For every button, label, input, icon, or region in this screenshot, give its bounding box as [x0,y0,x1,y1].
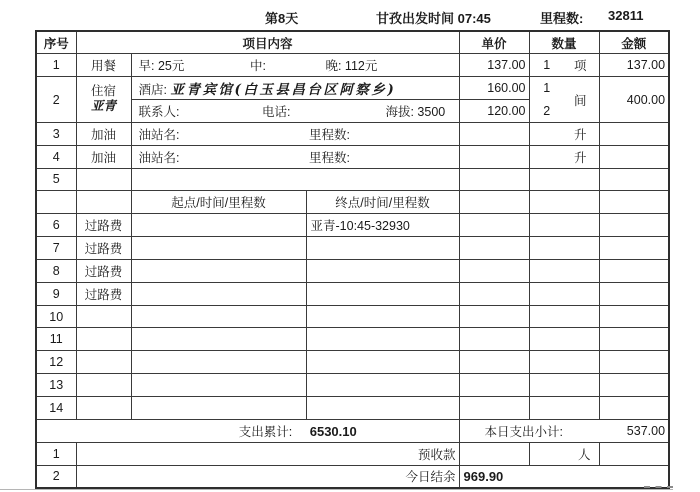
cell-price[interactable] [459,145,529,168]
empty-row [36,305,669,328]
cell-seq[interactable]: 13 [36,374,76,397]
table-header-row [36,31,669,54]
cell-toll-end[interactable] [306,328,459,351]
cell-seq[interactable]: 11 [36,328,76,351]
departure-time: 甘孜出发时间 07:45 [376,11,491,26]
cell-amount[interactable] [599,214,669,237]
contact-label: 联系人: [138,104,180,119]
mileage-value: 32811 [608,8,644,23]
station-label: 油站名: [138,150,180,165]
header-content[interactable]: 项目内容 [76,31,459,54]
phone-label: 电话: [261,104,291,119]
cell-price[interactable] [459,259,529,282]
fuel-mileage-label: 里程数: [308,127,350,142]
cell-toll-end[interactable] [306,259,459,282]
cell-amount[interactable] [599,305,669,328]
cell-price[interactable] [459,214,529,237]
cell-fuel-detail[interactable] [131,145,459,168]
altitude-value: 海拔: 3500 [385,104,446,119]
cell-toll-end[interactable] [306,237,459,260]
cell-unit[interactable]: 项 [564,54,599,77]
cell-price[interactable]: 120.00 [459,100,529,123]
balance-label[interactable]: 今日结余 [76,465,459,488]
cell-qty[interactable] [529,168,599,191]
cell-toll-end[interactable] [306,351,459,374]
cell-toll-start[interactable] [131,237,306,260]
toll-row [36,259,669,282]
cell-price[interactable] [459,397,529,420]
cell-seq[interactable]: 6 [36,214,76,237]
cell-toll-end[interactable]: 亚青-10:45-32930 [306,214,459,237]
cell-price[interactable] [459,328,529,351]
cell-price[interactable]: 160.00 [459,77,529,100]
cell-amount[interactable] [599,191,669,214]
cell-category[interactable]: 过路费 [76,237,131,260]
cell-qty[interactable] [529,122,564,145]
cell-category[interactable] [76,374,131,397]
cell-seq[interactable]: 2 [36,77,76,123]
toll-row [36,214,669,237]
mileage-label: 里程数: [540,11,584,26]
cell-toll-start[interactable] [131,351,306,374]
empty-row [36,374,669,397]
cell-amount[interactable]: 137.00 [599,54,669,77]
cell-category[interactable] [76,328,131,351]
toll-row [36,237,669,260]
cell-qty[interactable]: 1 [529,77,564,100]
cell-unit[interactable]: 升 [564,145,599,168]
cell-amount[interactable] [599,328,669,351]
cell-contact[interactable] [131,100,459,123]
meal-breakfast: 早: 25元 [138,59,185,74]
cell-qty[interactable]: 1 [529,54,564,77]
cell-seq[interactable]: 7 [36,237,76,260]
cell-category[interactable] [76,77,131,123]
header-seq[interactable]: 序号 [36,31,76,54]
cell-seq[interactable]: 8 [36,259,76,282]
cell-amount[interactable] [599,168,669,191]
cell-category[interactable]: 过路费 [76,259,131,282]
cell-seq[interactable]: 1 [36,54,76,77]
cell-price[interactable] [459,374,529,397]
cell-fuel-detail[interactable] [131,122,459,145]
cell-content[interactable] [131,168,459,191]
meal-dinner: 晚: 112元 [325,59,378,74]
cell-price[interactable] [459,305,529,328]
cumulative-expense-label: 支出累计: [238,424,293,439]
fuel-mileage-label: 里程数: [308,150,350,165]
header-price[interactable]: 单价 [459,31,529,54]
cell-qty[interactable] [529,237,599,260]
cell-category[interactable] [76,191,131,214]
hotel-label: 酒店: [138,83,167,98]
cell-amount[interactable] [599,442,669,465]
cell-amount[interactable] [599,351,669,374]
cell-seq[interactable]: 5 [36,168,76,191]
cell-unit[interactable]: 升 [564,122,599,145]
expense-table [35,30,670,489]
cell-qty[interactable] [529,374,599,397]
toll-start-header[interactable]: 起点/时间/里程数 [131,191,306,214]
balance-row [36,465,669,488]
cell-qty[interactable] [529,351,599,374]
empty-row [36,168,669,191]
empty-row [36,397,669,420]
daily-subtotal-label: 本日支出小计: [484,424,563,439]
toll-header-row [36,191,669,214]
cell-price[interactable] [459,168,529,191]
cell-price[interactable] [459,237,529,260]
cell-category[interactable]: 过路费 [76,282,131,305]
cumulative-expense-value: 6530.10 [309,423,357,439]
cell-qty[interactable] [529,305,599,328]
empty-row [36,328,669,351]
cell-qty[interactable] [529,191,599,214]
cell-category[interactable] [76,397,131,420]
cell-toll-start[interactable] [131,374,306,397]
meal-row [36,54,669,77]
hotel-name: 亚青宾馆(白玉县昌台区阿察乡) [170,82,397,99]
cell-amount[interactable] [599,374,669,397]
fuel-row [36,122,669,145]
cell-toll-start[interactable] [131,282,306,305]
cell-price[interactable] [459,282,529,305]
lodging-category: 住宿 [90,84,116,99]
cell-price[interactable] [459,122,529,145]
cell-price[interactable] [459,442,529,465]
cell-toll-start[interactable] [131,397,306,420]
cell-hotel[interactable] [131,77,459,100]
cell-category[interactable] [76,351,131,374]
daily-subtotal-cell[interactable] [459,419,669,442]
toll-end-header[interactable]: 终点/时间/里程数 [306,191,459,214]
cell-qty[interactable] [529,145,564,168]
cell-unit[interactable]: 间 [564,77,599,123]
cell-seq[interactable]: 4 [36,145,76,168]
advance-unit[interactable]: 人 [529,442,599,465]
cell-category[interactable]: 加油 [76,122,131,145]
cell-seq[interactable]: 3 [36,122,76,145]
advance-payment-row [36,442,669,465]
cell-qty[interactable]: 2 [529,100,564,123]
empty-row [36,351,669,374]
cell-amount[interactable] [599,397,669,420]
page-break-dash [644,486,673,488]
cell-meal-detail[interactable] [131,54,459,77]
cell-price[interactable]: 137.00 [459,54,529,77]
sheet-bottom-edge [0,489,673,490]
cell-qty[interactable] [529,259,599,282]
cell-toll-start[interactable] [131,214,306,237]
cell-seq[interactable]: 12 [36,351,76,374]
station-label: 油站名: [138,127,180,142]
balance-value[interactable]: 969.90 [459,465,669,488]
lodging-category-note: 亚青 [90,98,116,114]
cell-amount[interactable]: 400.00 [599,77,669,123]
cell-qty[interactable] [529,397,599,420]
cell-category[interactable]: 用餐 [76,54,131,77]
daily-subtotal-value: 537.00 [626,423,666,438]
cell-amount[interactable] [599,122,669,145]
cumulative-expense-cell[interactable] [36,419,459,442]
cell-amount[interactable] [599,282,669,305]
cell-seq[interactable]: 14 [36,397,76,420]
cell-seq[interactable]: 10 [36,305,76,328]
cell-seq[interactable] [36,191,76,214]
header-amount[interactable]: 金额 [599,31,669,54]
cell-amount[interactable] [599,259,669,282]
cell-price[interactable] [459,191,529,214]
day-number: 第8天 [265,11,299,26]
cell-qty[interactable] [529,282,599,305]
cell-toll-end[interactable] [306,374,459,397]
cell-toll-start[interactable] [131,259,306,282]
cell-toll-start[interactable] [131,328,306,351]
cell-toll-start[interactable] [131,305,306,328]
cell-price[interactable] [459,351,529,374]
advance-payment-label[interactable]: 预收款 [76,442,459,465]
cell-qty[interactable] [529,214,599,237]
cell-seq[interactable]: 1 [36,442,76,465]
fuel-row [36,145,669,168]
cell-qty[interactable] [529,328,599,351]
cell-toll-end[interactable] [306,305,459,328]
cell-amount[interactable] [599,237,669,260]
meal-lunch: 中: [249,59,266,74]
toll-row [36,282,669,305]
lodging-row-top [36,77,669,100]
cell-seq[interactable]: 2 [36,465,76,488]
cell-category[interactable] [76,305,131,328]
cell-category[interactable]: 加油 [76,145,131,168]
cell-seq[interactable]: 9 [36,282,76,305]
header-qty[interactable]: 数量 [529,31,599,54]
cell-amount[interactable] [599,145,669,168]
totals-row [36,419,669,442]
cell-category[interactable]: 过路费 [76,214,131,237]
cell-toll-end[interactable] [306,397,459,420]
cell-category[interactable] [76,168,131,191]
cell-toll-end[interactable] [306,282,459,305]
